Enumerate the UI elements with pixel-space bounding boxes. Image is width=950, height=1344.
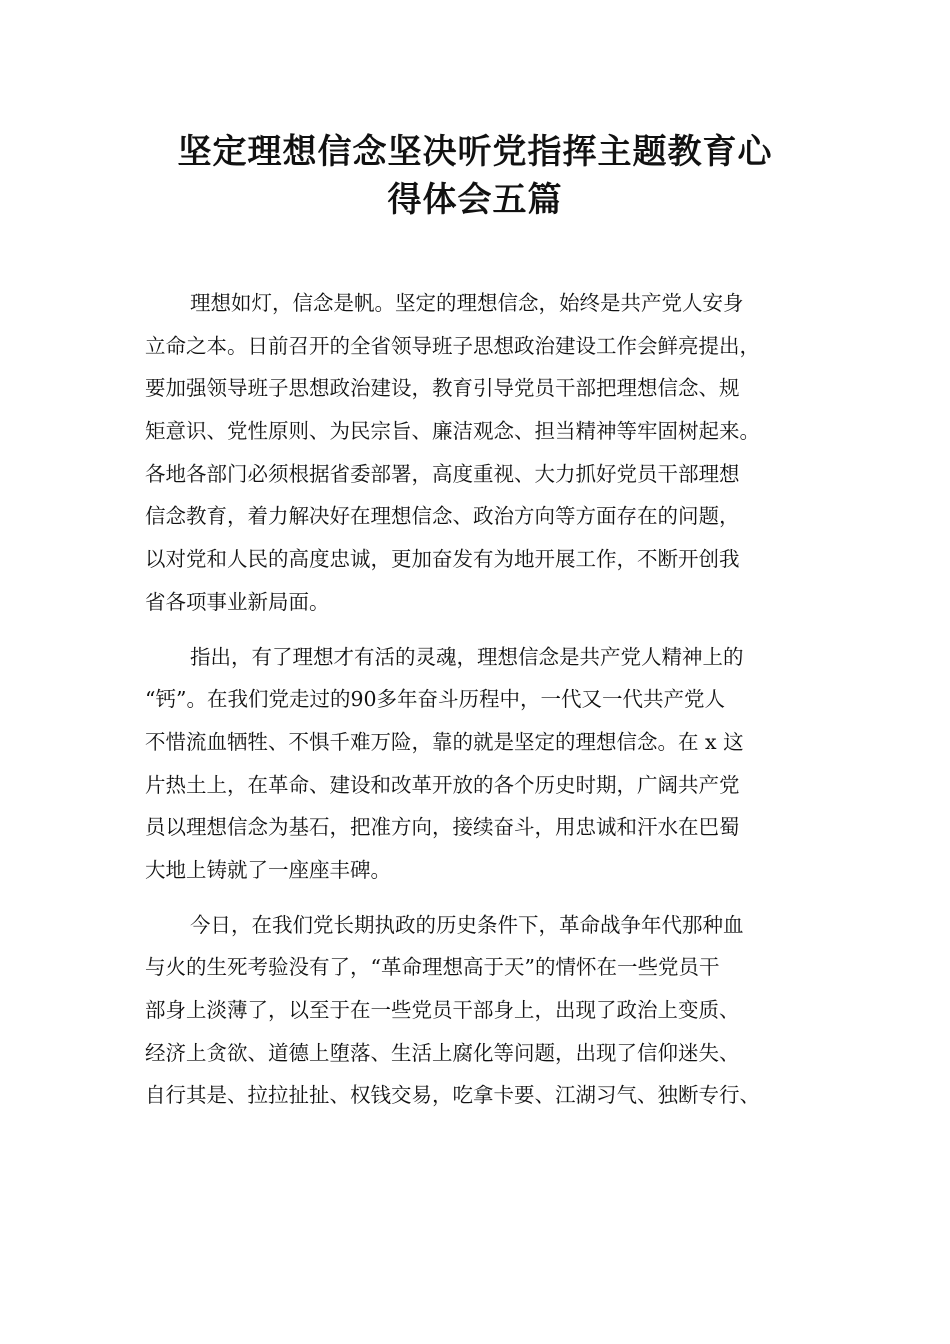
text-line: 今日，在我们党长期执政的历史条件下，革命战争年代那种血 — [190, 912, 744, 937]
text-line: “钙”。在我们党走过的90多年奋斗历程中，一代又一代共产党人 — [145, 687, 726, 712]
document-body — [145, 282, 820, 1117]
paragraph-1 — [145, 282, 820, 624]
paragraph-2 — [145, 636, 820, 892]
text-line: 经济上贪欲、道德上堕落、生活上腐化等问题，出现了信仰迷失、 — [145, 1040, 740, 1065]
text-line: 省各项事业新局面。 — [145, 589, 330, 614]
text-line: 员以理想信念为基石，把准方向，接续奋斗，用忠诚和汗水在巴蜀 — [145, 815, 740, 840]
title-line-1: 坚定理想信念坚决听党指挥主题教育心 — [177, 132, 773, 172]
text-line: 理想如灯，信念是帆。坚定的理想信念，始终是共产党人安身 — [190, 291, 744, 315]
paragraph-3 — [145, 904, 820, 1117]
text-line: 部身上淡薄了，以至于在一些党员干部身上，出现了政治上变质、 — [145, 998, 740, 1022]
text-line: 以对党和人民的高度忠诚，更加奋发有为地开展工作，不断开创我 — [145, 547, 740, 572]
text-line: 大地上铸就了一座座丰碑。 — [145, 857, 391, 882]
text-line: 矩意识、党性原则、为民宗旨、廉洁观念、担当精神等牢固树起来。 — [145, 419, 760, 444]
text-line: 要加强领导班子思想政治建设，教育引导党员干部把理想信念、规 — [145, 376, 740, 401]
text-line: 片热土上，在革命、建设和改革开放的各个历史时期，广阔共产党 — [145, 772, 740, 797]
text-line: 与火的生死考验没有了，“革命理想高于天”的情怀在一些党员干 — [145, 955, 720, 980]
text-line: 各地各部门必须根据省委部署，高度重视、大力抓好党员干部理想 — [145, 461, 740, 486]
text-line: 指出，有了理想才有活的灵魂，理想信念是共产党人精神上的 — [190, 644, 744, 669]
text-line: 自行其是、拉拉扯扯、权钱交易，吃拿卡要、江湖习气、独断专行、 — [145, 1083, 760, 1108]
text-line: 立命之本。日前召开的全省领导班子思想政治建设工作会鲜亮提出， — [145, 333, 760, 358]
text-line: 信念教育，着力解决好在理想信念、政治方向等方面存在的问题， — [145, 504, 740, 529]
document-title — [120, 128, 830, 224]
text-line: 不惜流血牺牲、不惧千难万险，靠的就是坚定的理想信念。在 x 这 — [145, 729, 744, 754]
title-line-2: 得体会五篇 — [387, 180, 563, 220]
